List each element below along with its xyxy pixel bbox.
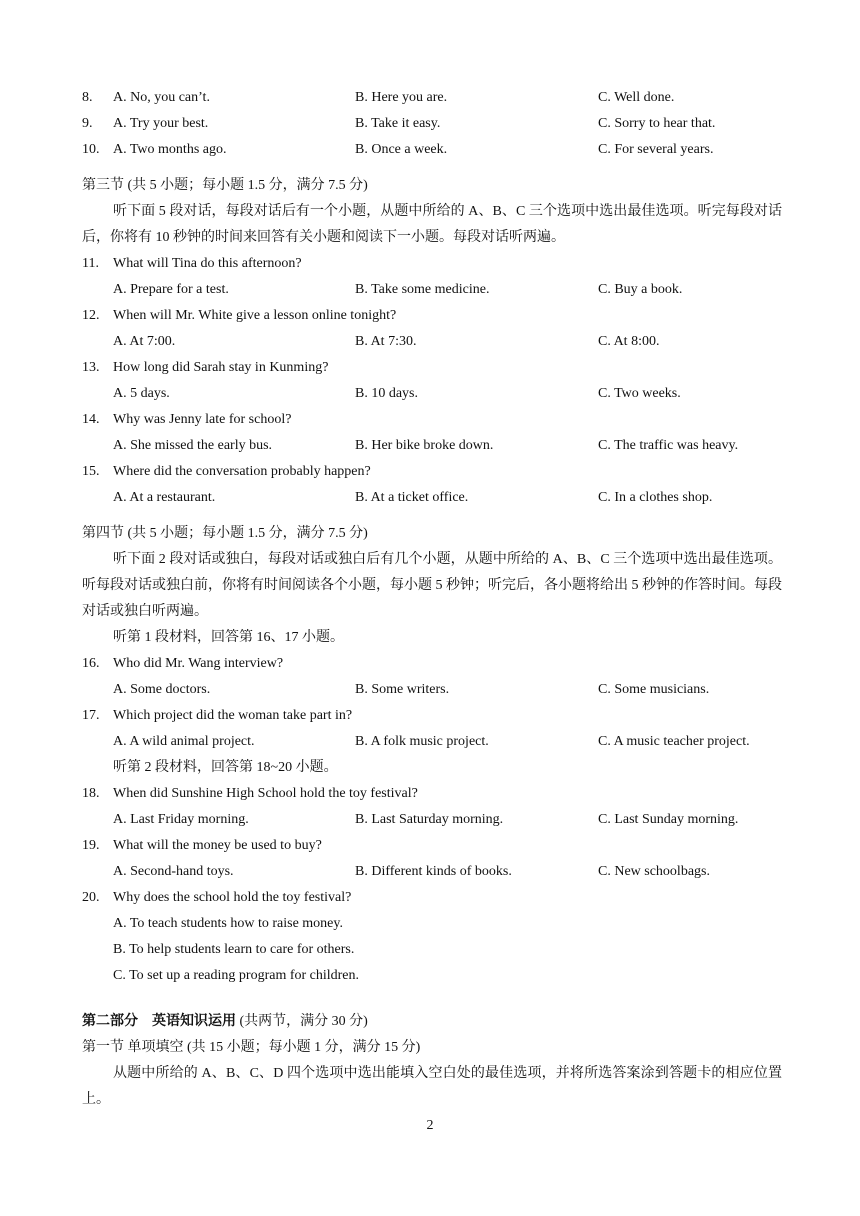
question-text: Why was Jenny late for school? [113, 412, 292, 427]
question-number: 14. [82, 412, 100, 427]
part-2-title [82, 1009, 782, 1035]
question-number: 9. [82, 116, 93, 131]
option-c: C. In a clothes shop. [598, 490, 713, 505]
question-14-options [82, 433, 782, 459]
question-20-stem [82, 885, 782, 911]
question-number: 20. [82, 890, 100, 905]
section-3-instructions: 听下面 5 段对话，每段对话后有一个小题，从题中所给的 A、B、C 三个选项中选出最佳选项。听完每段对话后，你将有 10 秒钟的时间来回答有关小题和阅读下一小题。每段对话听两遍。 [82, 204, 782, 245]
question-number: 13. [82, 360, 100, 375]
question-12-stem [82, 303, 782, 329]
question-20-option-a [82, 911, 782, 937]
question-number: 15. [82, 464, 100, 479]
option-a: A. A wild animal project. [113, 734, 255, 749]
question-text: What will the money be used to buy? [113, 838, 322, 853]
part-2-title-rest: (共两节，满分 30 分) [236, 1014, 368, 1029]
option-a: A. Try your best. [113, 116, 209, 131]
option-c: C. A music teacher project. [598, 734, 750, 749]
spacer [82, 163, 782, 173]
spacer [82, 989, 782, 1009]
option-c: C. At 8:00. [598, 334, 660, 349]
material-1-note [82, 625, 782, 651]
spacer [82, 511, 782, 521]
part-2-instructions: 从题中所给的 A、B、C、D 四个选项中选出能填入空白处的最佳选项，并将所选答案涂到答题卡的相应位置上。 [82, 1066, 782, 1107]
option-a: A. She missed the early bus. [113, 438, 273, 453]
option-c: C. For several years. [598, 142, 714, 157]
question-10 [82, 137, 782, 163]
question-18-stem [82, 781, 782, 807]
part-2-title-bold: 第二部分 英语知识运用 [82, 1014, 236, 1029]
option-a: A. Last Friday morning. [113, 812, 249, 827]
question-19-options [82, 859, 782, 885]
section-3-title: 第三节 (共 5 小题；每小题 1.5 分，满分 7.5 分) [82, 178, 368, 193]
option-a: A. Prepare for a test. [113, 282, 229, 297]
question-12-options [82, 329, 782, 355]
part-2-section-1-title: 第一节 单项填空 (共 15 小题；每小题 1 分，满分 15 分) [82, 1040, 421, 1055]
question-text: Why does the school hold the toy festival? [113, 890, 352, 905]
question-text: How long did Sarah stay in Kunming? [113, 360, 329, 375]
option-a: A. No, you can’t. [113, 90, 210, 105]
question-text: Which project did the woman take part in? [113, 708, 353, 723]
question-text: Who did Mr. Wang interview? [113, 656, 284, 671]
material-1-text: 听第 1 段材料，回答第 16、17 小题。 [113, 630, 344, 645]
option-a: A. 5 days. [113, 386, 170, 401]
option-c: C. Last Sunday morning. [598, 812, 739, 827]
option-a: A. At 7:00. [113, 334, 176, 349]
question-number: 18. [82, 786, 100, 801]
option-a: A. At a restaurant. [113, 490, 216, 505]
option-b: B. Last Saturday morning. [355, 812, 504, 827]
question-13-options [82, 381, 782, 407]
question-number: 17. [82, 708, 100, 723]
question-number: 10. [82, 142, 100, 157]
option-b: B. To help students learn to care for others. [113, 942, 355, 957]
question-20-option-b [82, 937, 782, 963]
option-a: A. Second-hand toys. [113, 864, 234, 879]
page-content [82, 85, 782, 1113]
option-c: C. To set up a reading program for children. [113, 968, 360, 983]
option-b: B. Different kinds of books. [355, 864, 512, 879]
option-c: C. New schoolbags. [598, 864, 710, 879]
option-c: C. Two weeks. [598, 386, 681, 401]
option-c: C. Well done. [598, 90, 675, 105]
question-17-stem [82, 703, 782, 729]
option-b: B. Take it easy. [355, 116, 441, 131]
material-2-note [82, 755, 782, 781]
question-8 [82, 85, 782, 111]
option-b: B. Some writers. [355, 682, 450, 697]
question-19-stem [82, 833, 782, 859]
section-4-title: 第四节 (共 5 小题；每小题 1.5 分，满分 7.5 分) [82, 526, 368, 541]
question-13-stem [82, 355, 782, 381]
question-11-options [82, 277, 782, 303]
question-20-option-c [82, 963, 782, 989]
question-17-options [82, 729, 782, 755]
option-a: A. Two months ago. [113, 142, 227, 157]
question-18-options [82, 807, 782, 833]
option-c: C. The traffic was heavy. [598, 438, 739, 453]
question-16-options [82, 677, 782, 703]
question-text: When did Sunshine High School hold the toy festival? [113, 786, 418, 801]
option-c: C. Sorry to hear that. [598, 116, 716, 131]
option-b: B. Take some medicine. [355, 282, 490, 297]
question-15-options [82, 485, 782, 511]
question-number: 19. [82, 838, 100, 853]
question-number: 16. [82, 656, 100, 671]
option-c: C. Buy a book. [598, 282, 683, 297]
question-14-stem [82, 407, 782, 433]
option-a: A. Some doctors. [113, 682, 211, 697]
question-text: What will Tina do this afternoon? [113, 256, 302, 271]
option-c: C. Some musicians. [598, 682, 710, 697]
option-b: B. 10 days. [355, 386, 418, 401]
question-text: When will Mr. White give a lesson online tonight? [113, 308, 397, 323]
page-number: 2 [426, 1118, 434, 1133]
option-b: B. Once a week. [355, 142, 448, 157]
question-9 [82, 111, 782, 137]
material-2-text: 听第 2 段材料，回答第 18~20 小题。 [113, 760, 338, 775]
question-number: 12. [82, 308, 100, 323]
question-number: 8. [82, 90, 93, 105]
question-text: Where did the conversation probably happen? [113, 464, 371, 479]
question-11-stem [82, 251, 782, 277]
option-a: A. To teach students how to raise money. [113, 916, 343, 931]
option-b: B. At 7:30. [355, 334, 417, 349]
question-15-stem [82, 459, 782, 485]
option-b: B. At a ticket office. [355, 490, 469, 505]
question-16-stem [82, 651, 782, 677]
question-number: 11. [82, 256, 99, 271]
section-4-instructions: 听下面 2 段对话或独白，每段对话或独白后有几个小题，从题中所给的 A、B、C 三个选项中选出最佳选项。听每段对话或独白前，你将有时间阅读各个小题，每小题 5 秒钟；听完后，各小题将给出 5 秒钟的作答时间。每段对话或独白听两遍。 [82, 552, 782, 619]
option-b: B. A folk music project. [355, 734, 489, 749]
option-b: B. Her bike broke down. [355, 438, 494, 453]
option-b: B. Here you are. [355, 90, 448, 105]
